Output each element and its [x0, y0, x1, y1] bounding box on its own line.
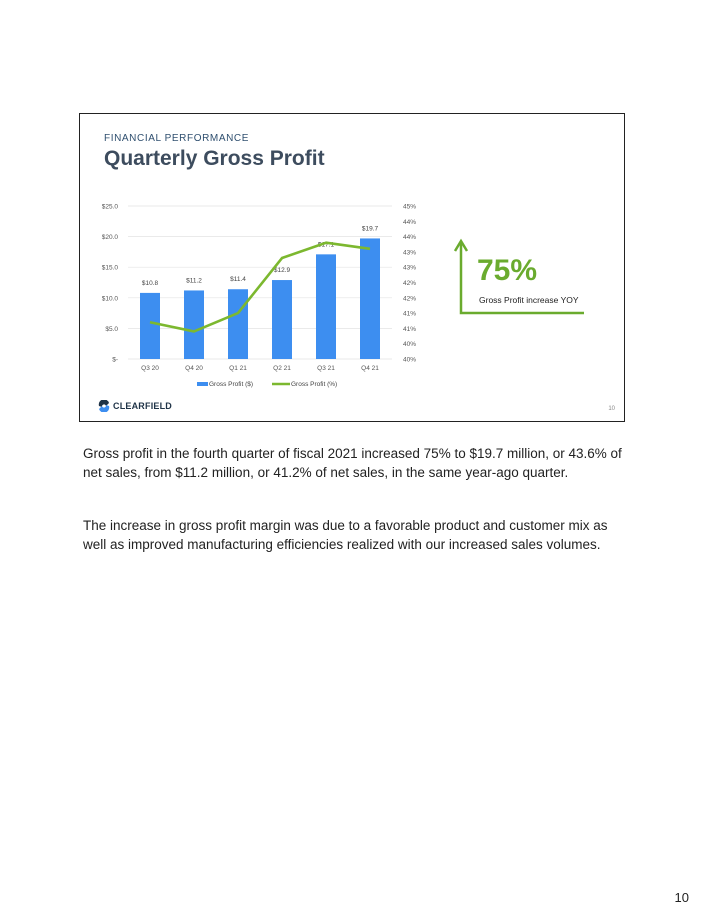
bar-data-label: $12.9	[273, 267, 291, 275]
y-right-tick-label: 42%	[403, 295, 417, 303]
callout-value: 75%	[477, 254, 538, 287]
y-right-tick-label: 42%	[403, 280, 417, 287]
body-paragraph-2: The increase in gross profit margin was due to a favorable product and customer mix as well as improved manufacturing efficiencies realized with our increased sales volumes.	[83, 518, 608, 552]
y-right-tick-label: 45%	[403, 203, 417, 211]
company-logo	[97, 400, 172, 412]
y-right-tick-label: 44%	[403, 218, 417, 226]
legend-label-line: Gross Profit (%)	[291, 381, 338, 388]
y-right-tick-label: 40%	[403, 341, 417, 349]
bar-data-label: $10.8	[141, 279, 159, 287]
x-tick-label: Q2 21	[273, 365, 291, 372]
y-right-tick-label: 43%	[403, 249, 417, 257]
logo-text: CLEARFIELD	[113, 401, 172, 411]
y-left-tick-label: $20.0	[101, 234, 118, 242]
page-number: 10	[674, 890, 689, 905]
y-right-tick-label: 41%	[403, 325, 417, 333]
slide-panel	[79, 113, 625, 422]
x-tick-label: Q4 20	[185, 365, 203, 372]
bar-data-label: $17.1	[317, 241, 335, 249]
y-right-tick-label: 40%	[403, 356, 417, 364]
bar-data-label: $19.7	[361, 225, 379, 233]
y-left-tick-label: $5.0	[105, 325, 118, 333]
slide-title: Quarterly Gross Profit	[104, 147, 325, 170]
x-tick-label: Q3 21	[317, 365, 335, 372]
x-tick-label: Q3 20	[141, 365, 159, 372]
slide-kicker: FINANCIAL PERFORMANCE	[104, 133, 250, 144]
y-right-tick-label: 41%	[403, 310, 417, 318]
y-left-tick-label: $-	[112, 356, 118, 364]
y-left-tick-label: $15.0	[101, 264, 118, 272]
up-arrow-icon	[80, 114, 626, 423]
x-tick-label: Q4 21	[361, 365, 379, 372]
body-paragraph-1: Gross profit in the fourth quarter of fiscal 2021 increased 75% to $19.7 million, or 43.6% of net sales, from $11.2 million, or 41.2% of net sales, in the same year-ago quarter.	[83, 446, 622, 480]
clearfield-logo-icon	[97, 400, 111, 412]
legend-label-bar: Gross Profit ($)	[209, 381, 254, 388]
y-right-tick-label: 43%	[403, 264, 417, 272]
bar-data-label: $11.4	[230, 276, 246, 284]
x-tick-label: Q1 21	[229, 365, 247, 372]
y-right-tick-label: 44%	[403, 234, 417, 242]
callout-text: Gross Profit increase YOY	[479, 295, 579, 305]
y-left-tick-label: $10.0	[101, 295, 118, 303]
bar-data-label: $11.2	[186, 277, 202, 285]
y-left-tick-label: $25.0	[101, 203, 118, 211]
slide-number: 10	[608, 406, 615, 412]
